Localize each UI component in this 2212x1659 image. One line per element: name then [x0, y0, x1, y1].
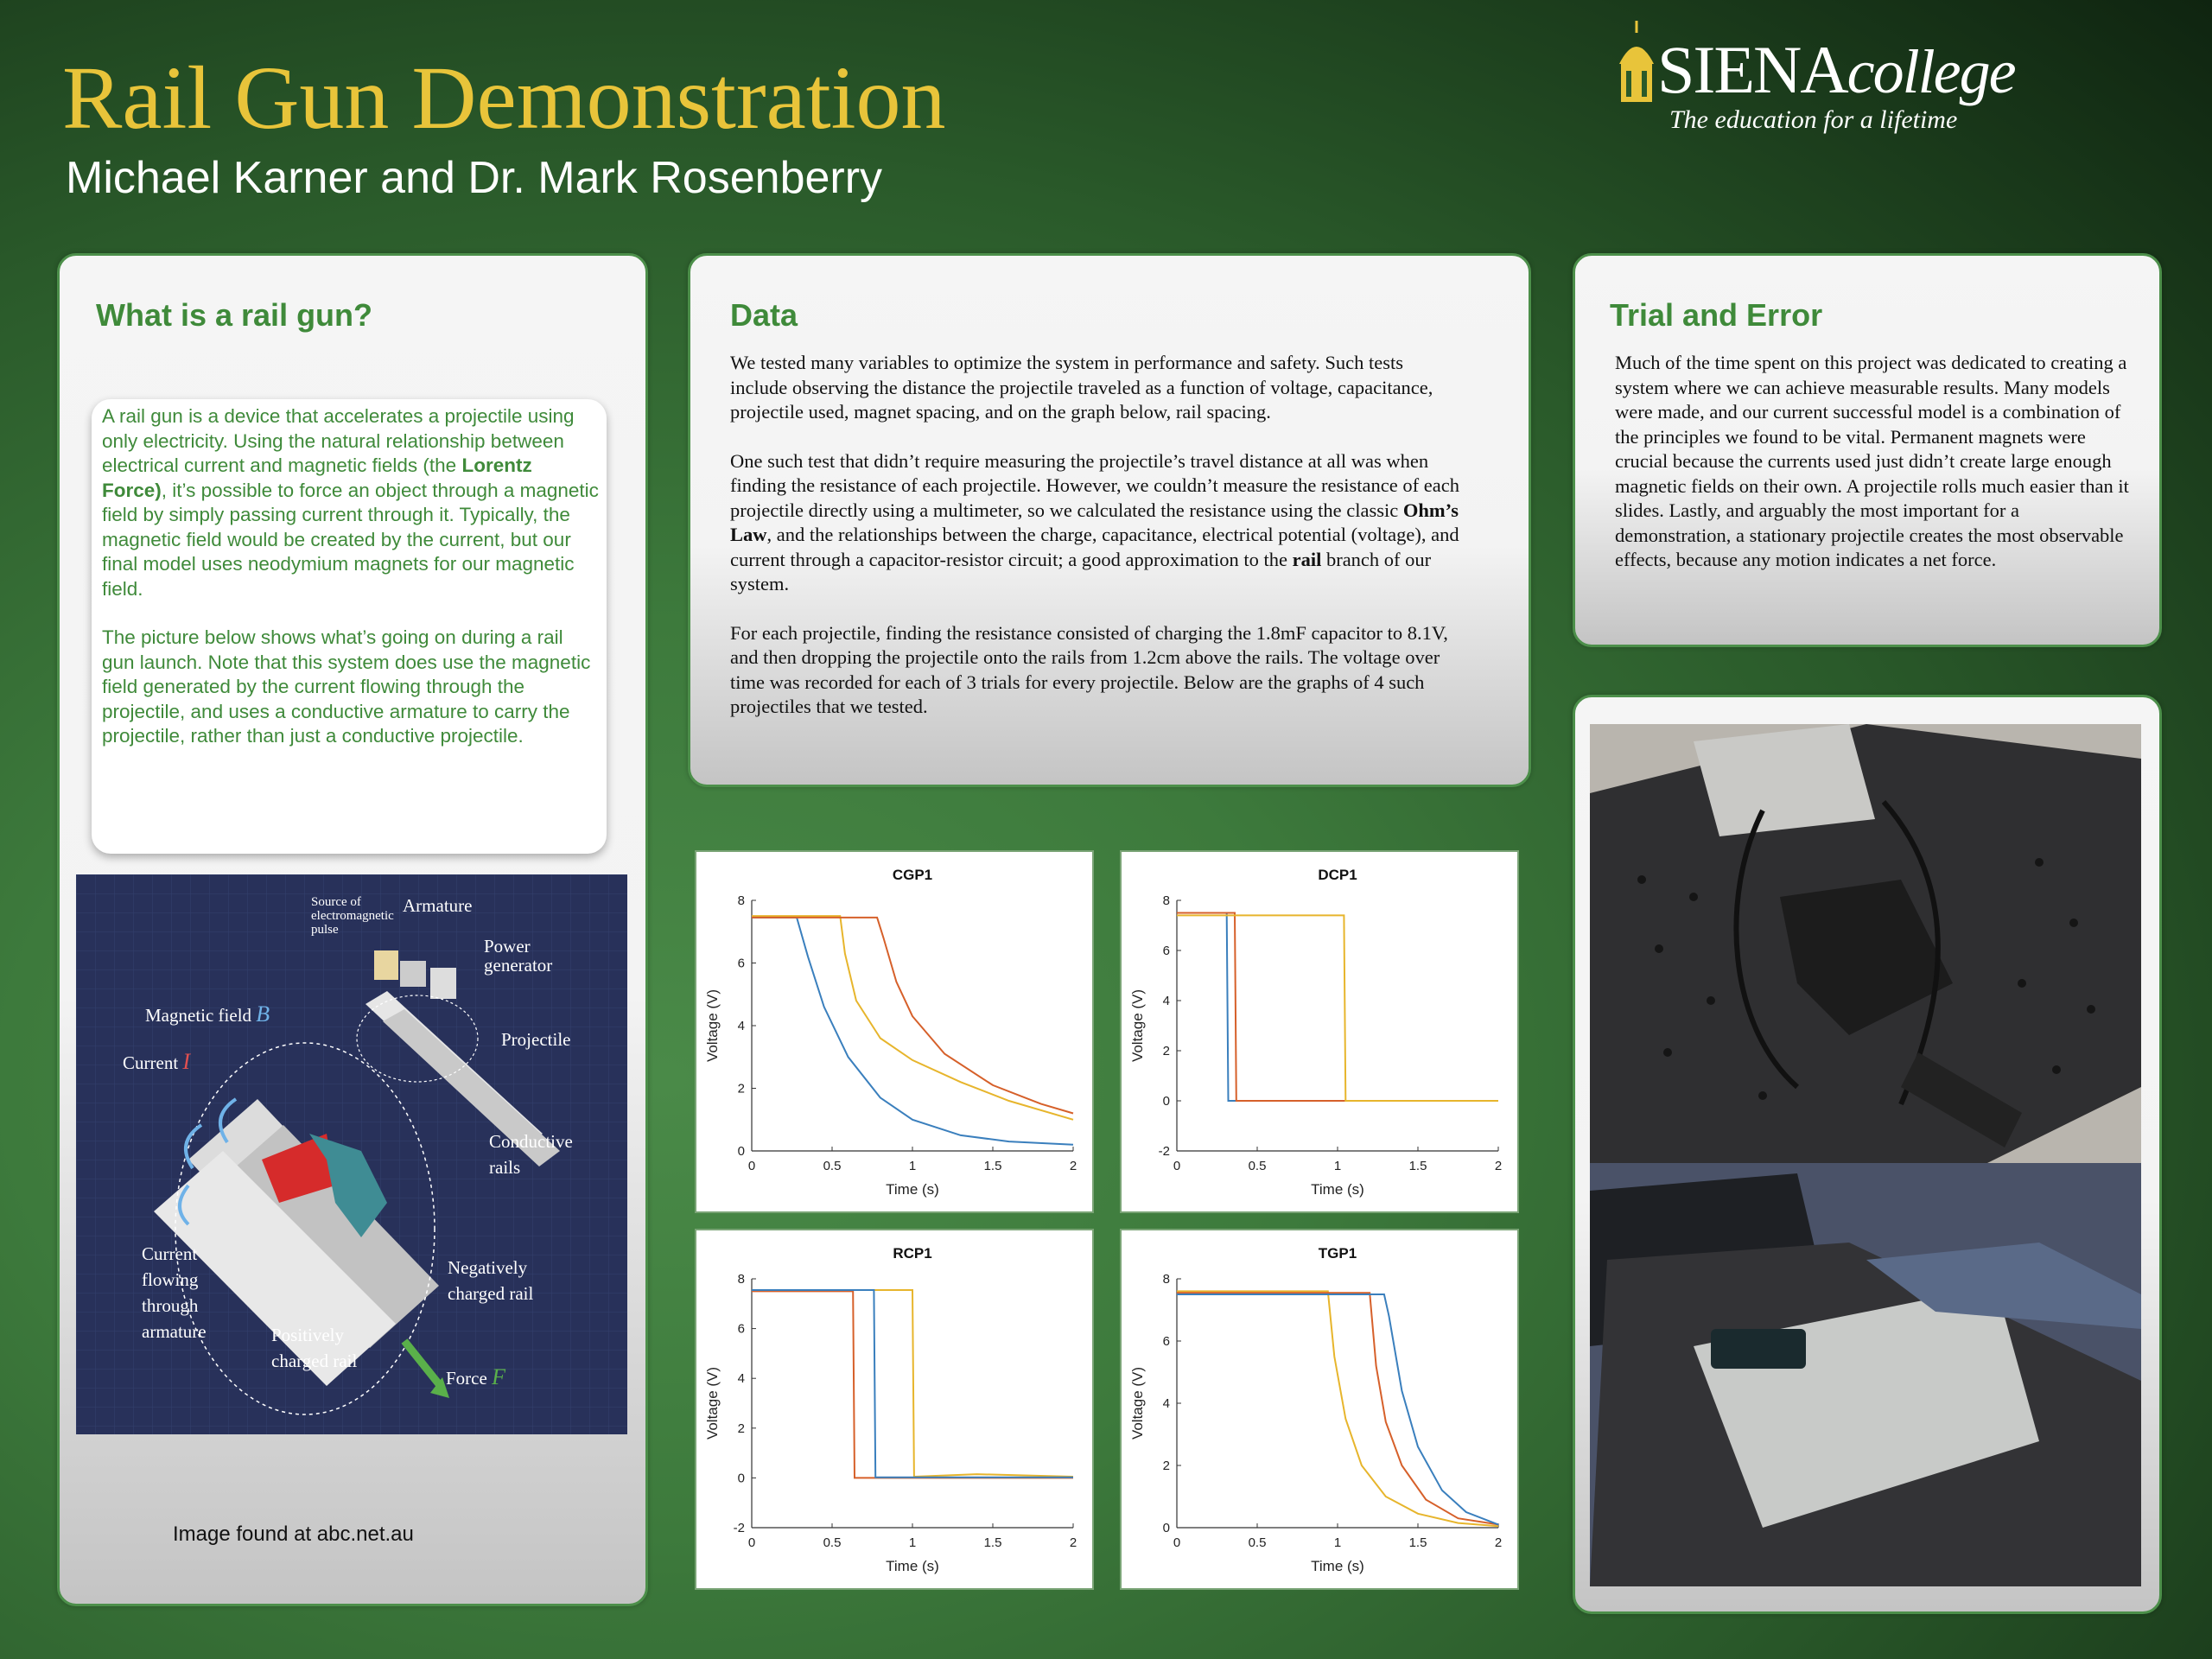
y-tick-label: 6 — [1162, 944, 1170, 958]
logo-tagline: The education for a lifetime — [1669, 105, 1958, 134]
x-tick-label: 0 — [1173, 1159, 1181, 1173]
y-tick-label: 4 — [1162, 994, 1170, 1008]
label-positive-2: charged rail — [271, 1351, 358, 1371]
data-panel — [688, 253, 1531, 787]
label-force: Force F — [446, 1364, 505, 1389]
label-negative: Negatively — [448, 1257, 528, 1278]
label-current-flowing-2: flowing — [142, 1269, 199, 1290]
x-tick-label: 1 — [1333, 1159, 1342, 1173]
panel-heading: Trial and Error — [1610, 297, 1823, 333]
chart-cgp1 — [695, 850, 1094, 1213]
label-current-flowing-4: armature — [142, 1321, 207, 1342]
logo-wordmark: SIENAcollege — [1657, 32, 2015, 107]
x-tick-label: 2 — [1494, 1535, 1503, 1550]
series-line-0 — [1177, 913, 1498, 1102]
series-line-1 — [752, 916, 1073, 1120]
series-line-2 — [1177, 1294, 1498, 1524]
label-source-3: pulse — [311, 923, 339, 937]
y-tick-label: 2 — [1162, 1459, 1170, 1473]
x-tick-label: 0 — [1173, 1535, 1181, 1550]
series-line-2 — [752, 918, 1073, 1114]
y-axis-label: Voltage (V) — [1129, 988, 1146, 1063]
y-tick-label: 6 — [737, 1321, 745, 1337]
y-tick-label: 8 — [1162, 893, 1170, 908]
chart-tgp1 — [1120, 1229, 1519, 1590]
x-tick-label: 0.5 — [1248, 1159, 1267, 1173]
y-tick-label: 6 — [737, 956, 745, 971]
data-text: We tested many variables to optimize the system in performance and safety. Such tests include observing the distance the projectile traveled as a function of voltage, capacitance, projectile used, magnet spacing, and on the graph below, rail spacing. One such test that didn’t require measuring the projectile’s travel distance at all was when finding the resistance of each projectile. However, we couldn’t measure the resistance of each projectile directly using a multimeter, so we calculated the resistance using the classic Ohm’s Law, and the relationships between the charge, capacitance, electrical potential (voltage), and current through a capacitor-resistor circuit; a good approximation to the rail branch of our system. For each projectile, finding the resistance consisted of charging the 1.8mF capacitor to 8.1V, and then dropping the projectile onto the rails from 1.2cm above the rails. The voltage over time was recorded for each of 3 trials for every projectile. Below are the graphs of 4 such projectiles that we tested. — [730, 352, 1459, 717]
y-tick-label: 2 — [737, 1081, 745, 1096]
x-tick-label: 1 — [908, 1535, 917, 1550]
x-tick-label: 0.5 — [1248, 1535, 1267, 1550]
trial-panel — [1573, 253, 2162, 647]
x-tick-label: 1.5 — [983, 1159, 1002, 1173]
series-line-1 — [1177, 1293, 1498, 1524]
image-caption: Image found at abc.net.au — [173, 1522, 414, 1546]
dome-icon — [1616, 21, 1657, 107]
y-tick-label: -2 — [733, 1521, 745, 1535]
panel-heading: Data — [730, 297, 798, 333]
x-axis-label: Time (s) — [1311, 1181, 1364, 1198]
y-tick-label: 2 — [737, 1421, 745, 1436]
rail-gun-photo — [1590, 724, 2141, 1586]
rail-gun-text: A rail gun is a device that accelerates a projectile using only electricity. Using the natural relationship between electrical current and magnetic fields (the Lorentz Force), it’s possible to force an object through a magnetic field by simply passing current through it. Typically, the magnetic field would be created by the current, but our final model uses neodymium magnets for our magnetic field. The picture below shows what’s going on during a rail gun launch. Note that this system does use the magnetic field generated by the current flowing through the projectile, and uses a conductive armature to carry the projectile, rather than just a conductive projectile. — [102, 405, 599, 747]
chart-title: DCP1 — [1318, 867, 1357, 883]
chart-title: TGP1 — [1318, 1245, 1357, 1262]
y-tick-label: 8 — [737, 1272, 745, 1287]
x-tick-label: 2 — [1494, 1159, 1503, 1173]
y-tick-label: 6 — [1162, 1334, 1170, 1349]
label-conductive: Conductive — [489, 1131, 573, 1152]
y-tick-label: 0 — [737, 1144, 745, 1159]
y-axis-label: Voltage (V) — [704, 1366, 721, 1440]
poster-title: Rail Gun Demonstration — [62, 48, 946, 148]
rail-gun-diagram — [76, 874, 627, 1434]
series-line-2 — [1177, 915, 1498, 1101]
label-power: Power — [484, 936, 531, 957]
x-tick-label: 0.5 — [823, 1159, 842, 1173]
label-armature: Armature — [403, 895, 473, 916]
y-tick-label: 0 — [737, 1471, 745, 1486]
label-conductive-2: rails — [489, 1157, 521, 1178]
x-tick-label: 2 — [1069, 1159, 1077, 1173]
chart-dcp1 — [1120, 850, 1519, 1213]
x-tick-label: 1.5 — [983, 1535, 1002, 1550]
series-line-1 — [1177, 913, 1498, 1102]
y-tick-label: 2 — [1162, 1044, 1170, 1058]
poster-authors: Michael Karner and Dr. Mark Rosenberry — [66, 153, 883, 203]
x-tick-label: 0 — [747, 1535, 756, 1550]
y-tick-label: 4 — [737, 1019, 745, 1033]
y-tick-label: 0 — [1162, 1521, 1170, 1535]
trial-text: Much of the time spent on this project was dedicated to creating a system where we can achieve measurable results. Many models were made, and our current successful model is a combination of the principles we found to be vital. Permanent magnets were crucial because the currents used just didn’t create large enough magnetic fields on their own. A projectile rolls much easier than it slides. Lastly, and arguably the most important for a demonstration, a stationary projectile creates the most observable effects, because any motion indicates a net force. — [1615, 352, 2129, 570]
x-tick-label: 2 — [1069, 1535, 1077, 1550]
series-line-0 — [1177, 1291, 1498, 1526]
series-line-0 — [752, 918, 1073, 1145]
chart-rcp1 — [695, 1229, 1094, 1590]
chart-title: RCP1 — [893, 1245, 932, 1262]
y-tick-label: 8 — [737, 893, 745, 908]
x-tick-label: 0 — [747, 1159, 756, 1173]
chart-title: CGP1 — [892, 867, 933, 883]
label-current-flowing-3: through — [142, 1295, 199, 1316]
label-magnetic-field: Magnetic field B — [145, 1001, 270, 1027]
x-tick-label: 1 — [908, 1159, 917, 1173]
label-current: Current I — [123, 1049, 191, 1074]
college-logo — [1616, 21, 2031, 150]
x-axis-label: Time (s) — [886, 1181, 939, 1198]
y-axis-label: Voltage (V) — [1129, 1366, 1146, 1440]
label-source: Source of — [311, 895, 361, 909]
x-tick-label: 1.5 — [1408, 1535, 1427, 1550]
x-tick-label: 1 — [1333, 1535, 1342, 1550]
label-power-2: generator — [484, 955, 553, 976]
y-tick-label: 4 — [737, 1371, 745, 1387]
y-tick-label: 0 — [1162, 1094, 1170, 1109]
label-current-flowing: Current — [142, 1243, 198, 1264]
series-line-0 — [752, 1290, 1073, 1477]
x-axis-label: Time (s) — [886, 1558, 939, 1574]
y-tick-label: 8 — [1162, 1272, 1170, 1287]
label-positive: Positively — [271, 1325, 345, 1345]
label-source-2: electromagnetic — [311, 909, 394, 923]
x-tick-label: 1.5 — [1408, 1159, 1427, 1173]
label-negative-2: charged rail — [448, 1283, 534, 1304]
x-axis-label: Time (s) — [1311, 1558, 1364, 1574]
y-tick-label: -2 — [1158, 1144, 1170, 1159]
rail-gun-text-card — [92, 399, 607, 854]
panel-heading: What is a rail gun? — [96, 297, 373, 333]
label-projectile: Projectile — [501, 1029, 571, 1050]
y-tick-label: 4 — [1162, 1396, 1170, 1411]
y-axis-label: Voltage (V) — [704, 988, 721, 1063]
x-tick-label: 0.5 — [823, 1535, 842, 1550]
